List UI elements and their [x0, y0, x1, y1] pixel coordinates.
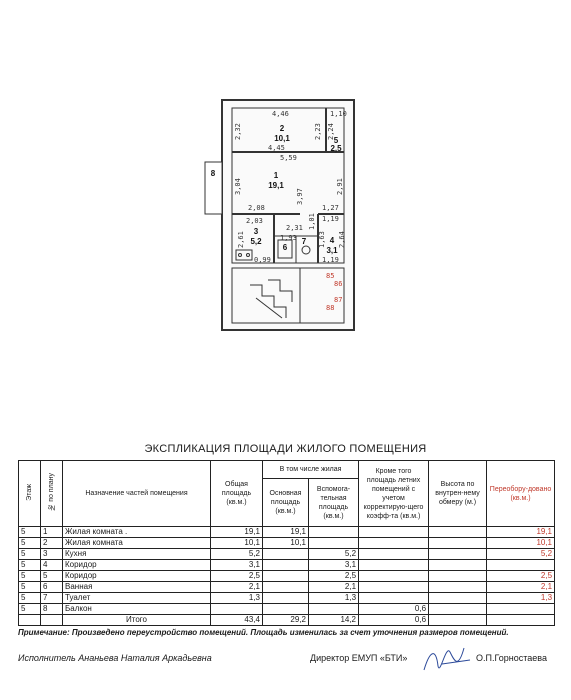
cell-total: 19,1 [211, 527, 263, 538]
cell-name: Туалет [63, 593, 211, 604]
header-plan-no: № по плану [41, 461, 63, 527]
cell-total: 2,5 [211, 571, 263, 582]
dim-right-h2: 2,91 [336, 178, 344, 195]
table-row [19, 571, 555, 582]
director-title: Директор ЕМУП «БТИ» [310, 653, 408, 663]
cell-height [429, 538, 487, 549]
cell-total: 1,3 [211, 593, 263, 604]
total-area: 43,4 [211, 615, 263, 626]
total-summer: 0,6 [359, 615, 429, 626]
cell-height [429, 582, 487, 593]
cell-main [263, 582, 309, 593]
cell-floor: 5 [19, 571, 41, 582]
cell-no: 7 [41, 593, 63, 604]
stair-mark-88: 88 [326, 304, 335, 312]
cell-total: 5,2 [211, 549, 263, 560]
cell-redev [487, 604, 555, 615]
cell-summer: 0,6 [359, 604, 429, 615]
cell-floor: 5 [19, 582, 41, 593]
cell-total: 3,1 [211, 560, 263, 571]
cell-aux: 3,1 [309, 560, 359, 571]
dim-1-63: 1,63 [318, 231, 326, 248]
cell-no: 6 [41, 582, 63, 593]
cell-redev: 2,5 [487, 571, 555, 582]
cell-summer [359, 549, 429, 560]
cell-floor: 5 [19, 604, 41, 615]
cell-height [429, 527, 487, 538]
header-incl-residential: В том числе жилая [263, 461, 359, 479]
cell-no: 3 [41, 549, 63, 560]
cell-aux: 2,5 [309, 571, 359, 582]
room-6-number: 6 [282, 243, 288, 252]
stair-mark-86: 86 [334, 280, 343, 288]
room-7-number: 7 [301, 237, 307, 246]
dim-1-19b: 1,19 [322, 256, 339, 264]
cell-floor: 5 [19, 549, 41, 560]
cell-no: 1 [41, 527, 63, 538]
cell-height [429, 571, 487, 582]
cell-redev: 1,3 [487, 593, 555, 604]
room-2-number: 2 [279, 124, 285, 133]
cell-aux: 2,1 [309, 582, 359, 593]
cell-redev [487, 560, 555, 571]
cell-aux: 5,2 [309, 549, 359, 560]
cell-height [429, 593, 487, 604]
room-4-area: 3,1 [326, 246, 338, 255]
dim-left-h2: 3,04 [234, 178, 242, 195]
dim-2-03: 2,03 [246, 217, 263, 225]
table-row [19, 582, 555, 593]
cell-total [211, 604, 263, 615]
dim-2-08: 2,08 [248, 204, 265, 212]
cell-no: 2 [41, 538, 63, 549]
header-aux-area: Вспомога-тельная площадь (кв.м.) [309, 479, 359, 527]
cell-name: Балкон [63, 604, 211, 615]
cell-name: Кухня [63, 549, 211, 560]
cell-redev: 19,1 [487, 527, 555, 538]
room-5-area: 2,5 [330, 144, 342, 153]
dim-1-01: 1,01 [308, 213, 316, 230]
total-main: 29,2 [263, 615, 309, 626]
cell-main [263, 549, 309, 560]
cell-main: 19,1 [263, 527, 309, 538]
cell-total: 10,1 [211, 538, 263, 549]
cell-main: 10,1 [263, 538, 309, 549]
cell-no: 5 [41, 571, 63, 582]
cell-floor: 5 [19, 527, 41, 538]
cell-main [263, 593, 309, 604]
room-1-area: 19,1 [268, 181, 284, 190]
header-purpose: Назначение частей помещения [63, 461, 211, 527]
cell-aux [309, 538, 359, 549]
room-3-area: 5,2 [250, 237, 262, 246]
dim-1-19a: 1,19 [322, 215, 339, 223]
cell-summer [359, 582, 429, 593]
cell-summer [359, 571, 429, 582]
cell-height [429, 604, 487, 615]
table-row [19, 560, 555, 571]
room-5-number: 5 [333, 136, 339, 145]
total-label: Итого [63, 615, 211, 626]
header-floor: Этаж [19, 461, 41, 527]
stair-mark-87: 87 [334, 296, 343, 304]
room-8-number: 8 [210, 169, 216, 178]
dim-top-left: 4,46 [272, 110, 289, 118]
room-3-number: 3 [253, 227, 259, 236]
cell-redev: 2,1 [487, 582, 555, 593]
dim-2-61: 2,61 [237, 231, 245, 248]
header-total-area: Общая площадь (кв.м.) [211, 461, 263, 527]
cell-aux [309, 604, 359, 615]
room-4-number: 4 [329, 236, 335, 245]
cell-name: Коридор [63, 571, 211, 582]
cell-name: Жилая комната . [63, 527, 211, 538]
cell-aux [309, 527, 359, 538]
table-row [19, 604, 555, 615]
cell-floor: 5 [19, 538, 41, 549]
stair-mark-85: 85 [326, 272, 335, 280]
total-aux: 14,2 [309, 615, 359, 626]
executor: Исполнитель Ананьева Наталия Аркадьевна [18, 653, 212, 663]
cell-redev: 10,1 [487, 538, 555, 549]
dim-2-64: 2,64 [338, 231, 346, 248]
header-height: Высота по внутрен-нему обмеру (м.) [429, 461, 487, 527]
room-2-area: 10,1 [274, 134, 290, 143]
dim-right-h1b: 2,24 [327, 123, 335, 140]
cell-summer [359, 560, 429, 571]
header-summer-area: Кроме того площадь летних помещений с учетом корректирую-щего коэфф-та (кв.м.) [359, 461, 429, 527]
note: Примечание: Произведено переустройство помещений. Площадь изменилась за счет уточнения размеров помещений. [18, 628, 509, 637]
header-main-area: Основная площадь (кв.м.) [263, 479, 309, 527]
cell-redev: 5,2 [487, 549, 555, 560]
dim-0-99: 0,99 [254, 256, 271, 264]
cell-summer [359, 593, 429, 604]
header-redevelopment: Переобору-довано (кв.м.) [487, 461, 555, 527]
cell-main [263, 604, 309, 615]
total-row [19, 615, 555, 626]
cell-name: Коридор [63, 560, 211, 571]
cell-main [263, 560, 309, 571]
dim-2-31: 2,31 [286, 224, 303, 232]
cell-no: 4 [41, 560, 63, 571]
cell-summer [359, 527, 429, 538]
cell-name: Жилая комната [63, 538, 211, 549]
cell-height [429, 549, 487, 560]
explication-table [18, 460, 555, 626]
director-name: О.П.Горностаева [476, 653, 547, 663]
table-row [19, 593, 555, 604]
cell-aux: 1,3 [309, 593, 359, 604]
dim-right-h1a: 2,23 [314, 123, 322, 140]
cell-no: 8 [41, 604, 63, 615]
table-row [19, 549, 555, 560]
dim-1-27: 1,27 [322, 204, 339, 212]
cell-main [263, 571, 309, 582]
dim-left-h1: 2,32 [234, 123, 242, 140]
dim-mid-2: 5,59 [280, 154, 297, 162]
dim-top-right: 1,10 [330, 110, 347, 118]
cell-floor: 5 [19, 560, 41, 571]
cell-floor: 5 [19, 593, 41, 604]
dim-center-h: 3,97 [296, 188, 304, 205]
explication-title: ЭКСПЛИКАЦИЯ ПЛОЩАДИ ЖИЛОГО ПОМЕЩЕНИЯ [144, 443, 427, 455]
cell-summer [359, 538, 429, 549]
dim-1-93: 1,93 [280, 234, 297, 242]
table-row [19, 527, 555, 538]
room-1-number: 1 [273, 171, 279, 180]
cell-total: 2,1 [211, 582, 263, 593]
cell-name: Ванная [63, 582, 211, 593]
signature [420, 640, 476, 680]
table-row [19, 538, 555, 549]
dim-mid-1: 4,45 [268, 144, 285, 152]
cell-height [429, 560, 487, 571]
